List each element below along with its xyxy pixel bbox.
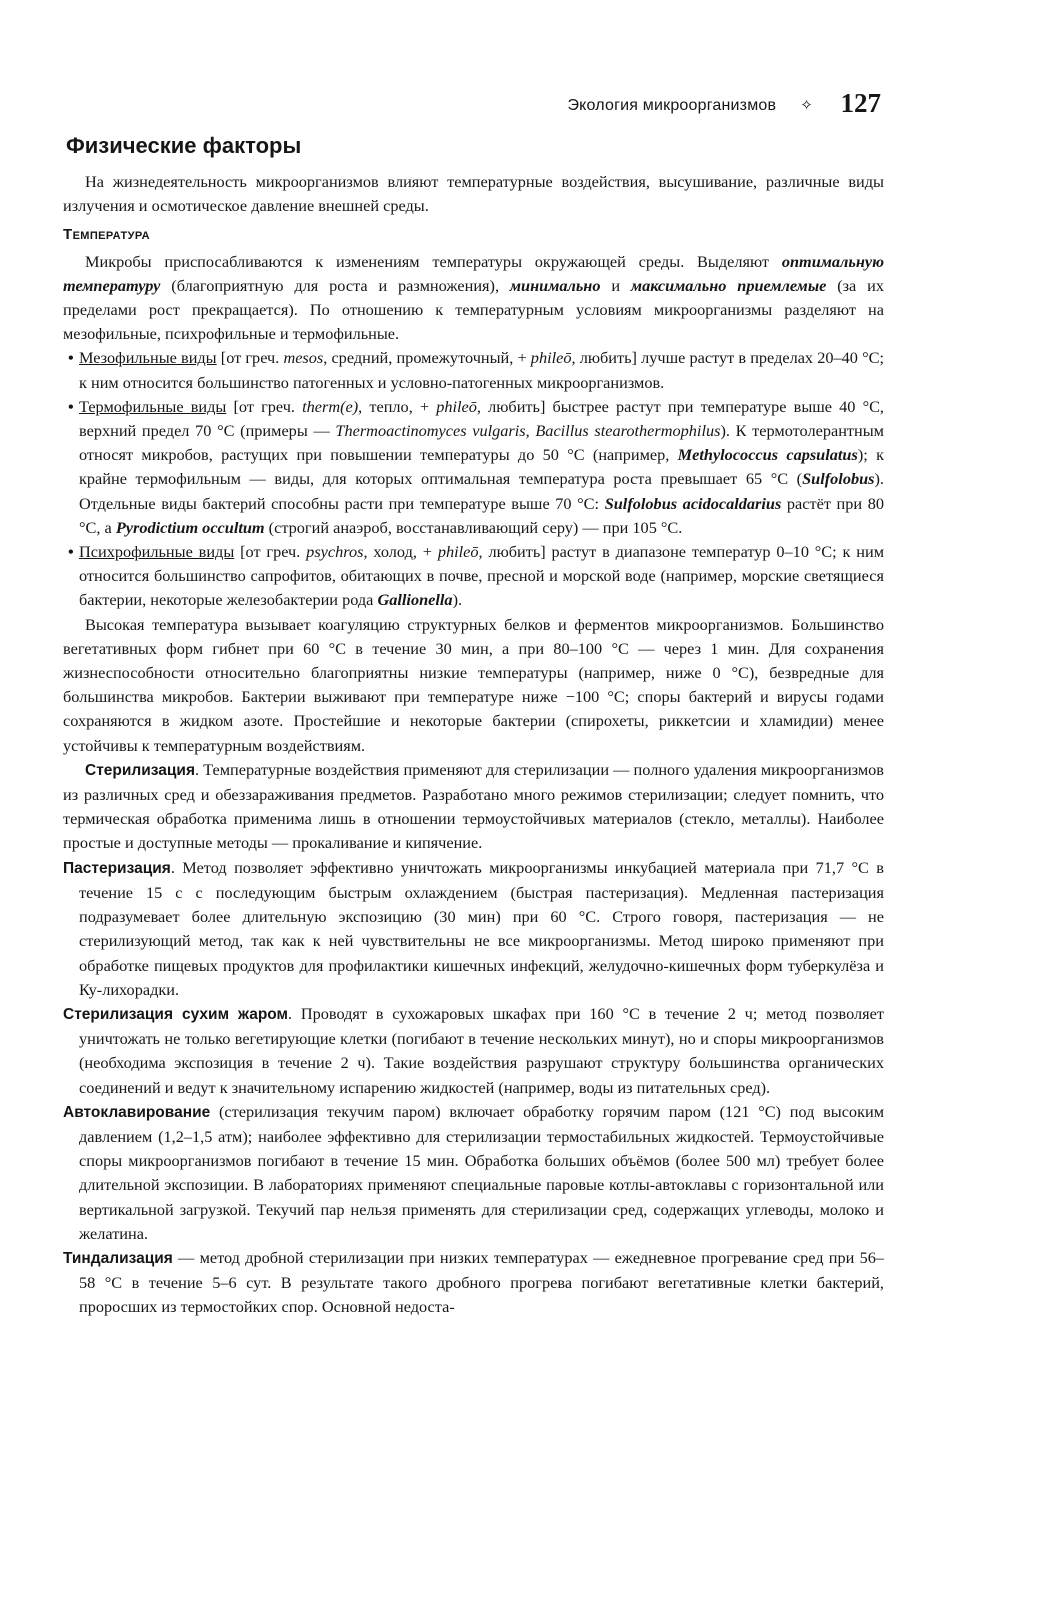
paragraph-sterilization <box>63 758 884 856</box>
term-mesophiles: Мезофильные виды <box>79 348 217 368</box>
text-run: ); к крайне термофильным — виды, для которых оптимальная температура роста превышает 65 °С ( <box>79 445 884 489</box>
text-run: Микробы приспосабливаются к изменениям температуры окружающей среды. Выделяют <box>85 251 782 271</box>
intro-paragraph: На жизнедеятельность микроорганизмов влияют температурные воздействия, высушивание, различные виды излучения и осмотическое давление внешней среды. <box>63 172 884 216</box>
text-run: (строгий анаэроб, восстанавливающий серу) — при 105 °С. <box>264 517 683 537</box>
ornament-icon: ✧ <box>800 97 813 114</box>
text-run: и <box>600 275 631 295</box>
text-run: . Температурные воздействия применяют для стерилизации — полного удаления микроорганизмов из различных сред и обеззараживания предметов. Разработано много режимов стерилизации; следует помнить, что термическая обработка применима лишь в отношении термоустойчивых материалов (стекло, металлы). Наиболее простые и доступные методы — прокаливание и кипячение. <box>63 759 884 853</box>
species-name: Gallionella <box>377 590 453 610</box>
species-name: Methylococcus capsulatus <box>677 445 858 465</box>
greek-word: phileō <box>530 348 572 368</box>
greek-word: psychros <box>306 542 364 562</box>
term-optimal-temperature: оптимальную температуру <box>63 251 884 295</box>
text-run: . Метод позволяет эффективно уничтожать микроорганизмы инкубацией материала при 71,7 °С в течение 15 с с последующим быстрым охлаждением (быстрая пастеризация). Медленная пастеризация подразумевает более длительную экспозицию (30 мин) при 60 °С. Строго говоря, пастеризация — не стерилизующий метод, так как к ней чувствительны не все микроорганизмы. Метод широко применяют при обработке пищевых продуктов для профилактики кишечных инфекций, желудочно-кишечных форм туберкулёза и Ку-лихорадки. <box>79 857 884 999</box>
bullet-icon: • <box>68 348 74 368</box>
text-run: . Проводят в сухожаровых шкафах при 160 °С в течение 2 ч; метод позволяет уничтожать не только вегетирующие клетки (погибают в течение нескольких минут), но и споры микроорганизмов (необходима экспозиция в течение 2 ч). Такие воздействия разрушают структуру большинства органических соединений и ведут к значительному испарению жидкостей (например, воды из питательных сред). <box>79 1003 884 1097</box>
term-thermophiles: Термофильные виды <box>79 396 227 416</box>
text-run: ). Отдельные виды бактерий способны расти при температуре выше 70 °С: <box>79 469 884 513</box>
greek-word: phileō <box>436 396 477 416</box>
body-text <box>63 170 884 1320</box>
term-dry-heat: Стерилизация сухим жаром <box>63 1005 289 1023</box>
text-run: [от греч. <box>216 348 284 368</box>
text-run: , любить] лучше растут в пределах 20–40 °С; к ним относится большинство патогенных и условно-патогенных микроорганизмов. <box>79 348 884 392</box>
paragraph-autoclave <box>63 1100 884 1246</box>
greek-word: therm(e) <box>302 396 359 416</box>
greek-word: phileō <box>437 542 479 562</box>
bullet-icon: • <box>68 542 74 562</box>
text-run: [от греч. <box>226 396 303 416</box>
subheading-temperature: Температура <box>63 226 150 244</box>
text-run: растёт при 80 °С, а <box>79 493 884 537</box>
text-run: , средний, промежуточный, + <box>323 348 531 368</box>
list-item-mesophiles <box>63 346 884 394</box>
text-run: , любить] быстрее растут при температуре выше 40 °С, верхний предел 70 °С (примеры — <box>79 396 885 441</box>
text-run: — метод дробной стерилизации при низких температурах — ежедневное прогревание сред при 56–58 °С в течение 5–6 сут. В результате такого дробного прогрева погибают вегетативные клетки бактерий, проросших из термостойких спор. Основной недоста- <box>79 1247 884 1317</box>
term-minimal: минимально <box>509 275 601 295</box>
text-run: ). К термотолерантным относят микробов, растущих при повышении температуры до 50 °С (например, <box>79 421 884 465</box>
section-title: Физические факторы <box>66 133 302 158</box>
paragraph-tyndallization <box>63 1246 884 1320</box>
paragraph-high-temperature: Высокая температура вызывает коагуляцию структурных белков и ферментов микроорганизмов. Большинство вегетативных форм гибнет при 60 °С в течение 30 мин, а при 80–100 °С — через 1 мин. Для сохранения жизнеспособности относительно благоприятны низкие температуры (например, ниже 0 °С), безвредные для большинства микробов. Бактерии выживают при температуре ниже −100 °С; споры бактерий и вирусы годами сохраняются в жидком азоте. Простейшие и некоторые бактерии (спирохеты, риккетсии и хламидии) менее устойчивы к температурным воздействиям. <box>63 614 884 755</box>
text-run: (благоприятную для роста и размножения), <box>160 275 510 295</box>
species-name: Thermoactinomyces vulgaris, Bacillus stearothermophilus <box>335 421 721 441</box>
text-run: [от греч. <box>234 542 307 562</box>
running-title: Экология микроорганизмов <box>567 97 777 114</box>
text-run: , любить] растут в диапазоне температур 0–10 °С; к ним относится большинство сапрофитов, обитающих в почве, пресной и морской воде (например, морские светящиеся бактерии, некоторые железобактерии рода <box>79 542 885 610</box>
text-run: , холод, + <box>363 542 438 562</box>
species-name: Sulfolobus acidocaldarius <box>604 493 782 513</box>
term-sterilization: Стерилизация <box>85 761 195 779</box>
list-item-thermophiles <box>63 395 884 540</box>
paragraph-pasteurization <box>63 856 884 1002</box>
term-autoclave: Автоклавирование <box>63 1103 211 1121</box>
page-number: 127 <box>840 88 881 118</box>
paragraph-dry-heat <box>63 1002 884 1100</box>
paragraph-temperature-intro <box>63 250 884 347</box>
running-head <box>567 96 883 115</box>
list-item-psychrophiles <box>63 540 884 613</box>
species-name: Sulfolobus <box>802 469 875 489</box>
term-psychrophiles: Психрофильные виды <box>79 542 235 562</box>
text-run: (за их пределами рост прекращается). По отношению к температурным условиям микроорганизмы разделяют на мезофильные, психрофильные и термофильные. <box>63 275 885 344</box>
text-run: (стерилизация текучим паром) включает обработку горячим паром (121 °С) под высоким давлением (1,2–1,5 атм); наиболее эффективно для стерилизации термостабильных жидкостей. Термоустойчивые споры микроорганизмов погибают в течение 15 мин. Обработка больших объёмов (более 500 мл) требует более длительной экспозиции. В лабораториях применяют специальные паровые котлы-автоклавы с горизонтальной или вертикальной загрузкой. Текучий пар нельзя применять для стерилизации сред, содержащих углеводы, молоко и желатина. <box>79 1101 884 1243</box>
text-run: , тепло, + <box>358 396 437 416</box>
term-tyndallization: Тиндализация <box>63 1249 173 1267</box>
text-run: ). <box>452 590 463 610</box>
bullet-icon: • <box>68 396 74 416</box>
term-maximal: максимально приемлемые <box>630 275 827 295</box>
species-name: Pyrodictium occultum <box>115 517 265 537</box>
greek-word: mesos <box>283 348 324 368</box>
term-pasteurization: Пастеризация <box>63 859 171 877</box>
